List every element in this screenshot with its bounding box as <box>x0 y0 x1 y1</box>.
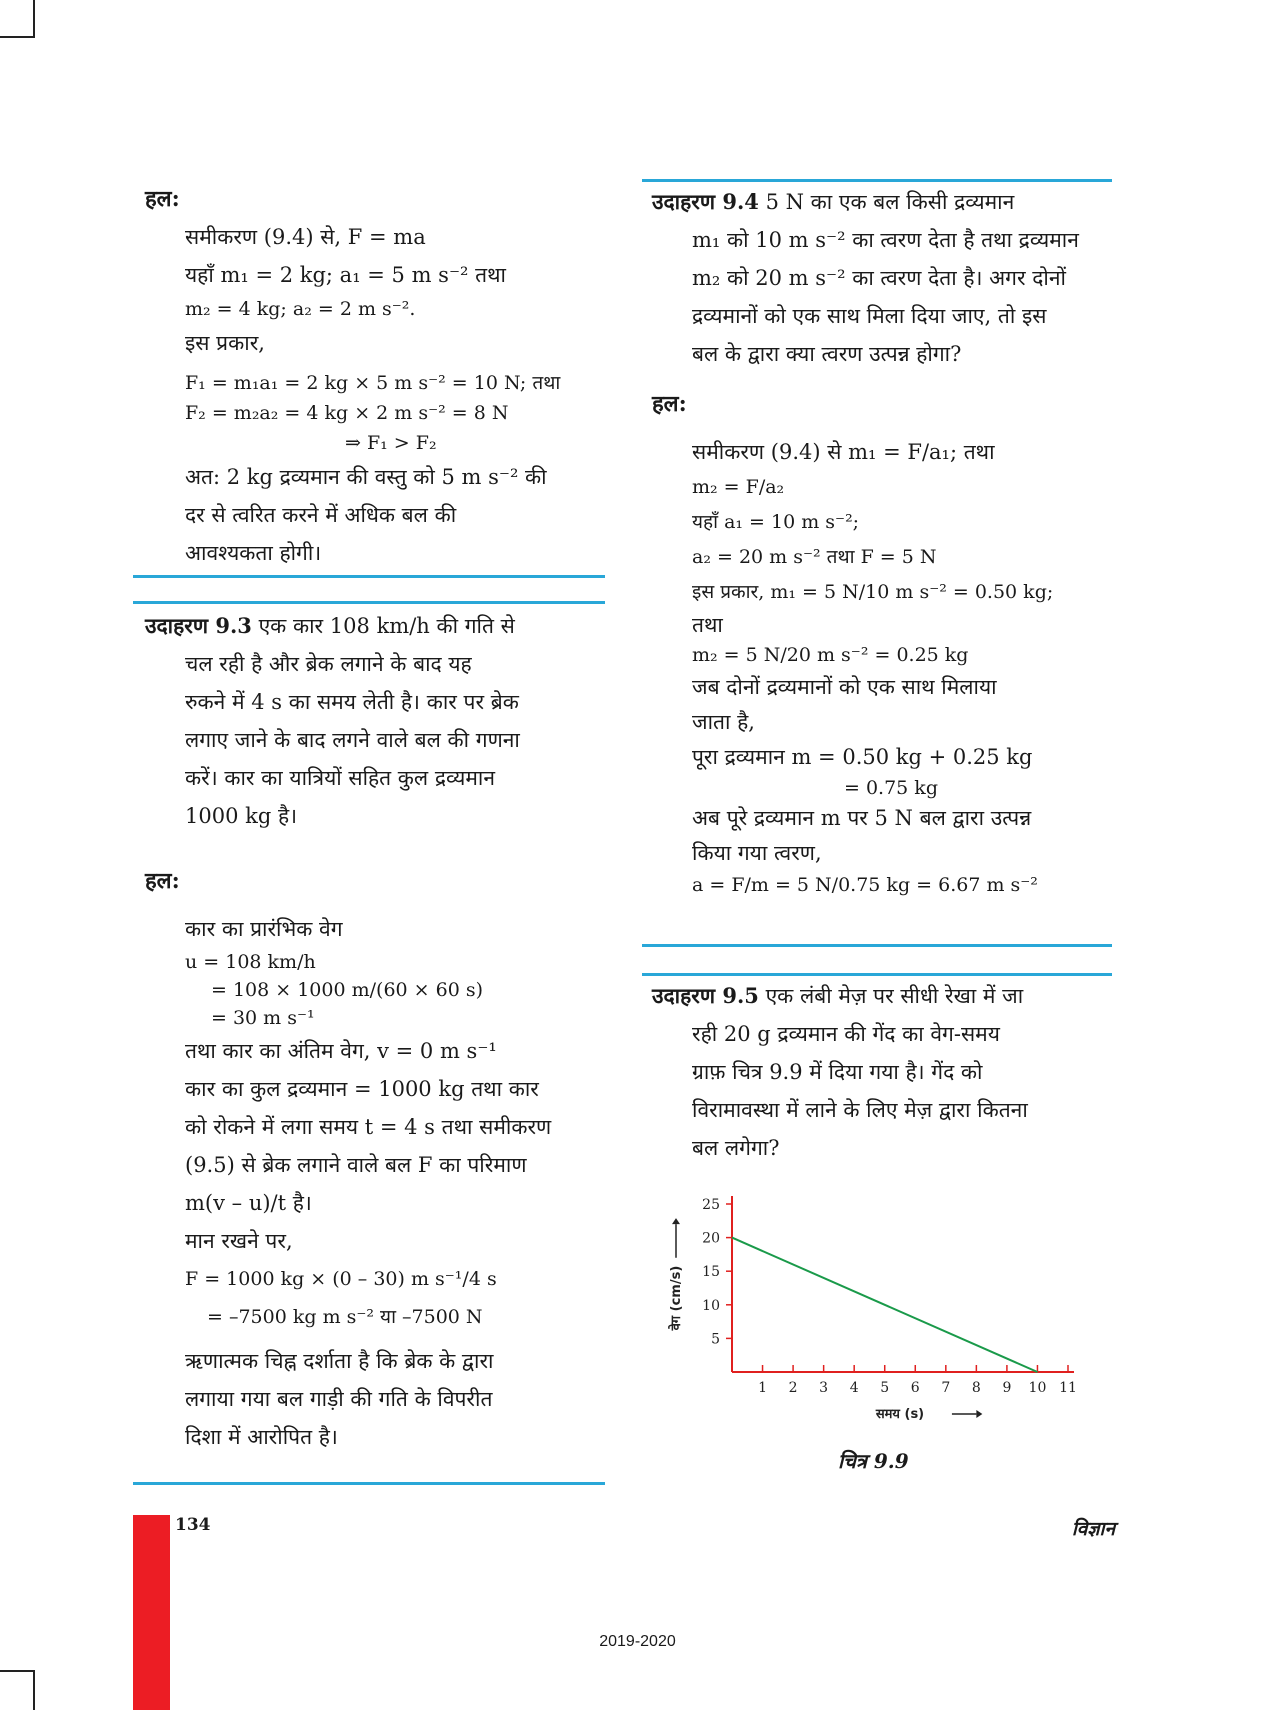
solution-2-block <box>145 862 605 1456</box>
x-tick-label: 6 <box>910 1380 920 1396</box>
figure-caption: चित्र 9.9 <box>838 1449 909 1473</box>
y-axis-label: वेग (cm/s) <box>669 1265 684 1331</box>
solution-line: अब पूरे द्रव्यमान m पर 5 N बल द्वारा उत्पन्न <box>692 806 1032 830</box>
solution-line: m(v – u)/t है। <box>185 1191 312 1215</box>
example-label: उदाहरण 9.4 <box>652 189 759 214</box>
velocity-time-graph <box>660 1190 1120 1430</box>
example-text: करें। कार का यात्रियों सहित कुल द्रव्यमान <box>185 766 496 790</box>
section-rule <box>133 575 605 578</box>
solution-line: कार का कुल द्रव्यमान = 1000 kg तथा कार <box>185 1077 539 1101</box>
subject-name: विज्ञान <box>1071 1518 1115 1540</box>
solution-line: दर से त्वरित करने में अधिक बल की <box>185 503 457 527</box>
crop-mark-top-h <box>0 36 35 38</box>
section-rule <box>642 973 1112 976</box>
y-tick-label: 20 <box>702 1230 720 1247</box>
solution-line: इस प्रकार, <box>185 331 265 355</box>
x-tick-label: 1 <box>758 1380 768 1396</box>
x-tick-label: 5 <box>880 1380 890 1396</box>
solution-1-block <box>145 218 605 572</box>
example-text: चल रही है और ब्रेक लगाने के बाद यह <box>185 652 472 676</box>
crop-mark-top-v <box>33 0 35 38</box>
solution-line: = 108 × 1000 m/(60 × 60 s) <box>211 979 484 1001</box>
solution-line: समीकरण (9.4) से m₁ = F/a₁; तथा <box>692 440 995 464</box>
example-text: 5 N का एक बल किसी द्रव्यमान <box>765 190 1015 214</box>
example-text: रुकने में 4 s का समय लेती है। कार पर ब्रेक <box>185 690 519 714</box>
solution-line: यहाँ a₁ = 10 m s⁻²; <box>692 511 860 533</box>
example-text: एक कार 108 km/h की गति से <box>258 614 515 638</box>
x-tick-label: 11 <box>1059 1380 1077 1396</box>
example-text: 1000 kg है। <box>185 804 298 828</box>
x-tick-label: 8 <box>971 1380 981 1396</box>
solution-line: m₂ = 4 kg; a₂ = 2 m s⁻². <box>185 298 416 320</box>
example-text: एक लंबी मेज़ पर सीधी रेखा में जा <box>765 984 1024 1008</box>
solution-line: तथा कार का अंतिम वेग, v = 0 m s⁻¹ <box>185 1039 497 1063</box>
section-rule <box>133 1482 605 1485</box>
example-9-5 <box>652 977 1112 1167</box>
left-column <box>145 180 605 572</box>
solution-line: मान रखने पर, <box>185 1229 293 1253</box>
x-tick-label: 10 <box>1028 1380 1047 1396</box>
solution-line: a = F/m = 5 N/0.75 kg = 6.67 m s⁻² <box>692 874 1038 896</box>
y-tick-label: 25 <box>702 1197 720 1213</box>
solution-line: यहाँ m₁ = 2 kg; a₁ = 5 m s⁻² तथा <box>185 263 506 287</box>
example-9-4 <box>652 183 1112 423</box>
example-label: उदाहरण 9.3 <box>145 613 252 638</box>
solution-line: ऋणात्मक चिह्न दर्शाता है कि ब्रेक के द्वारा <box>185 1349 494 1373</box>
x-tick-label: 3 <box>819 1380 829 1396</box>
example-text: लगाए जाने के बाद लगने वाले बल की गणना <box>185 728 520 752</box>
solution-heading: हल: <box>652 391 687 417</box>
solution-line: को रोकने में लगा समय t = 4 s तथा समीकरण <box>185 1115 552 1139</box>
solution-line: जब दोनों द्रव्यमानों को एक साथ मिलाया <box>692 675 997 699</box>
x-tick-label: 9 <box>1002 1380 1012 1396</box>
y-axis-arrowhead <box>672 1218 680 1224</box>
example-label: उदाहरण 9.5 <box>652 983 759 1008</box>
x-tick-label: 7 <box>941 1380 951 1396</box>
crop-mark-bottom-h <box>0 1670 35 1672</box>
example-text: विरामावस्था में लाने के लिए मेज़ द्वारा कितना <box>692 1098 1028 1122</box>
solution-heading: हल: <box>145 868 180 894</box>
solution-line: कार का प्रारंभिक वेग <box>185 917 343 941</box>
solution-line: = 0.75 kg <box>844 777 938 799</box>
example-text: रही 20 g द्रव्यमान की गेंद का वेग-समय <box>692 1022 1000 1046</box>
solution-line: a₂ = 20 m s⁻² तथा F = 5 N <box>692 546 937 568</box>
section-rule <box>642 944 1112 947</box>
y-tick-label: 5 <box>711 1331 720 1348</box>
solution-heading: हल: <box>145 186 180 212</box>
section-rule <box>642 179 1112 182</box>
example-text: m₁ को 10 m s⁻² का त्वरण देता है तथा द्रव्यमान <box>692 228 1079 252</box>
y-tick-label: 10 <box>702 1297 720 1314</box>
solution-line: (9.5) से ब्रेक लगाने वाले बल F का परिमाण <box>185 1153 527 1177</box>
solution-line: = –7500 kg m s⁻² या –7500 N <box>207 1306 483 1328</box>
example-text: बल के द्वारा क्या त्वरण उत्पन्न होगा? <box>692 342 962 366</box>
solution-line: जाता है, <box>692 710 755 734</box>
x-axis-label: समय (s) <box>875 1407 925 1422</box>
crop-mark-bottom-v <box>33 1670 35 1710</box>
example-text: बल लगेगा? <box>692 1136 780 1160</box>
example-text: ग्राफ़ चित्र 9.9 में दिया गया है। गेंद को <box>692 1060 983 1084</box>
velocity-line <box>732 1238 1037 1372</box>
section-rule <box>133 601 605 604</box>
solution-3-block <box>652 435 1112 899</box>
solution-line: इस प्रकार, m₁ = 5 N/10 m s⁻² = 0.50 kg; <box>692 581 1054 603</box>
year-label: 2019-2020 <box>599 1633 676 1650</box>
solution-line: अत: 2 kg द्रव्यमान की वस्तु को 5 m s⁻² की <box>185 465 547 489</box>
solution-line: ⇒ F₁ > F₂ <box>345 432 437 454</box>
example-text: m₂ को 20 m s⁻² का त्वरण देता है। अगर दोनों <box>692 266 1066 290</box>
solution-line: m₂ = 5 N/20 m s⁻² = 0.25 kg <box>692 644 969 666</box>
solution-line: = 30 m s⁻¹ <box>211 1007 315 1029</box>
x-tick-label: 4 <box>849 1380 859 1396</box>
solution-line: तथा <box>692 613 723 637</box>
x-axis-arrowhead <box>976 1410 982 1418</box>
solution-line: आवश्यकता होगी। <box>185 541 322 565</box>
solution-line: दिशा में आरोपित है। <box>185 1425 338 1449</box>
example-9-4-line <box>652 183 1112 221</box>
solution-line: पूरा द्रव्यमान m = 0.50 kg + 0.25 kg <box>692 745 1033 769</box>
example-9-3-line <box>145 607 605 645</box>
solution-line: किया गया त्वरण, <box>692 841 822 865</box>
y-tick-label: 15 <box>702 1264 720 1281</box>
example-9-5-line <box>652 977 1112 1015</box>
page-tab <box>133 1515 170 1710</box>
example-9-3 <box>145 607 605 835</box>
example-text: द्रव्यमानों को एक साथ मिला दिया जाए, तो इस <box>692 304 1047 328</box>
solution-line: F₂ = m₂a₂ = 4 kg × 2 m s⁻² = 8 N <box>185 402 509 424</box>
solution-line: F₁ = m₁a₁ = 2 kg × 5 m s⁻² = 10 N; तथा <box>185 372 561 394</box>
solution-line: समीकरण (9.4) से, F = ma <box>185 225 426 249</box>
page-number: 134 <box>175 1515 211 1535</box>
x-tick-label: 2 <box>788 1380 798 1396</box>
solution-line: F = 1000 kg × (0 – 30) m s⁻¹/4 s <box>185 1268 497 1290</box>
solution-line: m₂ = F/a₂ <box>692 476 785 498</box>
solution-line: u = 108 km/h <box>185 951 316 973</box>
solution-line: लगाया गया बल गाड़ी की गति के विपरीत <box>185 1387 493 1411</box>
